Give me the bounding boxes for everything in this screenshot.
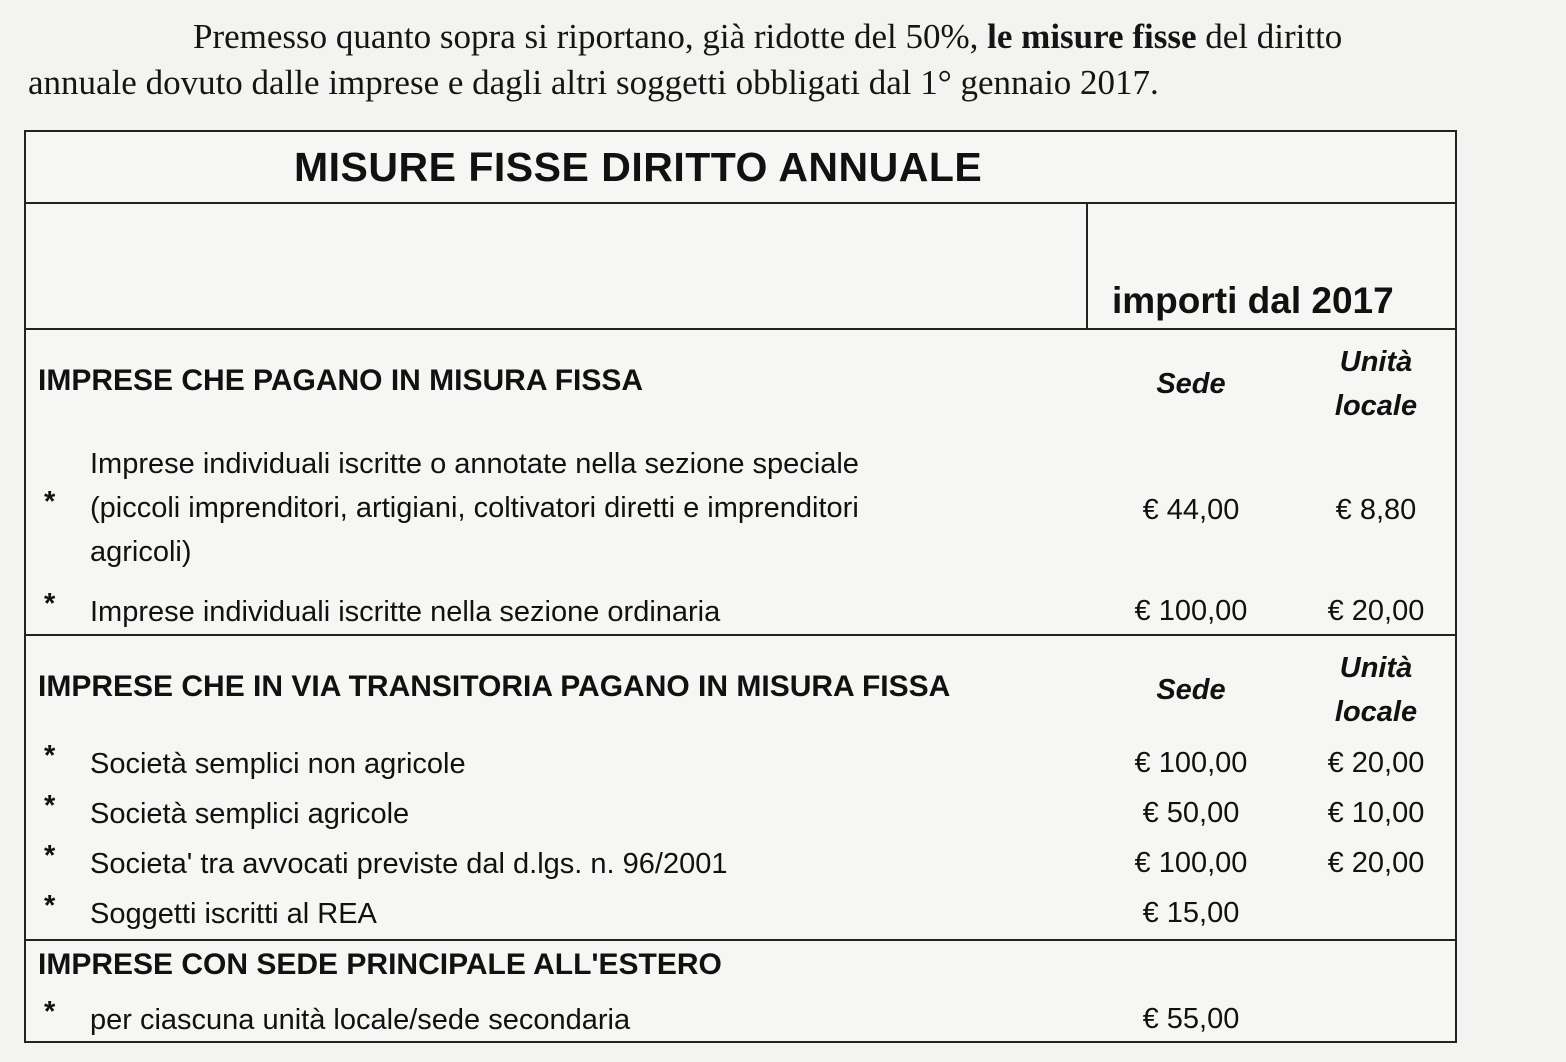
list-item: Soggetti iscritti al REA: [90, 898, 377, 930]
bullet: *: [44, 840, 56, 872]
amount-sede: € 100,00: [1134, 595, 1248, 627]
amount-unita: € 20,00: [1327, 595, 1425, 627]
bullet: *: [44, 996, 56, 1028]
column-header-line: Unità: [1339, 346, 1413, 378]
bullet: *: [44, 588, 56, 620]
column-header-unita-locale: [1296, 646, 1456, 734]
section-heading: IMPRESE CHE PAGANO IN MISURA FISSA: [38, 364, 644, 397]
list-item: Societa' tra avvocati previste dal d.lgs. n. 96/2001: [90, 848, 728, 880]
column-header-sede: Sede: [1156, 368, 1226, 400]
intro-bold-text: le misure fisse: [987, 17, 1197, 56]
item-text: Imprese individuali iscritte o annotate nella sezione speciale: [90, 448, 859, 480]
column-header-unita-locale: [1296, 340, 1456, 428]
list-item: [90, 442, 859, 574]
amount-unita: € 10,00: [1327, 797, 1425, 829]
amount-unita: € 20,00: [1327, 747, 1425, 779]
bullet: *: [44, 486, 56, 518]
section-heading: IMPRESE CHE IN VIA TRANSITORIA PAGANO IN MISURA FISSA: [38, 670, 951, 703]
column-header-line: Unità: [1339, 652, 1413, 684]
intro-paragraph: [28, 14, 1558, 106]
list-item: per ciascuna unità locale/sede secondaria: [90, 1004, 631, 1036]
table-rule: [1086, 202, 1088, 330]
amount-sede: € 100,00: [1134, 747, 1248, 779]
intro-text: Premesso quanto sopra si riportano, già ridotte del 50%,: [193, 17, 988, 56]
bullet: *: [44, 890, 56, 922]
amount-sede: € 15,00: [1142, 897, 1240, 929]
table-rule: [26, 328, 1455, 330]
fee-table: [24, 130, 1457, 1043]
amount-unita: € 20,00: [1327, 847, 1425, 879]
intro-line-1: [28, 14, 1558, 60]
item-text: agricoli): [90, 536, 192, 568]
table-title: MISURE FISSE DIRITTO ANNUALE: [294, 144, 983, 190]
table-rule: [26, 202, 1455, 204]
table-rule: [26, 634, 1455, 636]
period-header: importi dal 2017: [1112, 280, 1394, 321]
table-rule: [26, 939, 1455, 941]
amount-sede: € 55,00: [1142, 1003, 1240, 1035]
amount-sede: € 100,00: [1134, 847, 1248, 879]
intro-text: del diritto: [1196, 17, 1343, 56]
intro-line-2: annuale dovuto dalle imprese e dagli altri soggetti obbligati dal 1° gennaio 2017.: [28, 63, 1159, 102]
section-heading: IMPRESE CON SEDE PRINCIPALE ALL'ESTERO: [38, 948, 722, 981]
amount-unita: € 8,80: [1335, 494, 1417, 526]
amount-sede: € 50,00: [1142, 797, 1240, 829]
amount-sede: € 44,00: [1142, 494, 1240, 526]
bullet: *: [44, 740, 56, 772]
bullet: *: [44, 790, 56, 822]
list-item: Imprese individuali iscritte nella sezione ordinaria: [90, 596, 721, 628]
list-item: Società semplici non agricole: [90, 748, 466, 780]
column-header-line: locale: [1334, 390, 1418, 422]
column-header-line: locale: [1334, 696, 1418, 728]
column-header-sede: Sede: [1156, 674, 1226, 706]
list-item: Società semplici agricole: [90, 798, 410, 830]
item-text: (piccoli imprenditori, artigiani, coltivatori diretti e imprenditori: [90, 492, 859, 524]
